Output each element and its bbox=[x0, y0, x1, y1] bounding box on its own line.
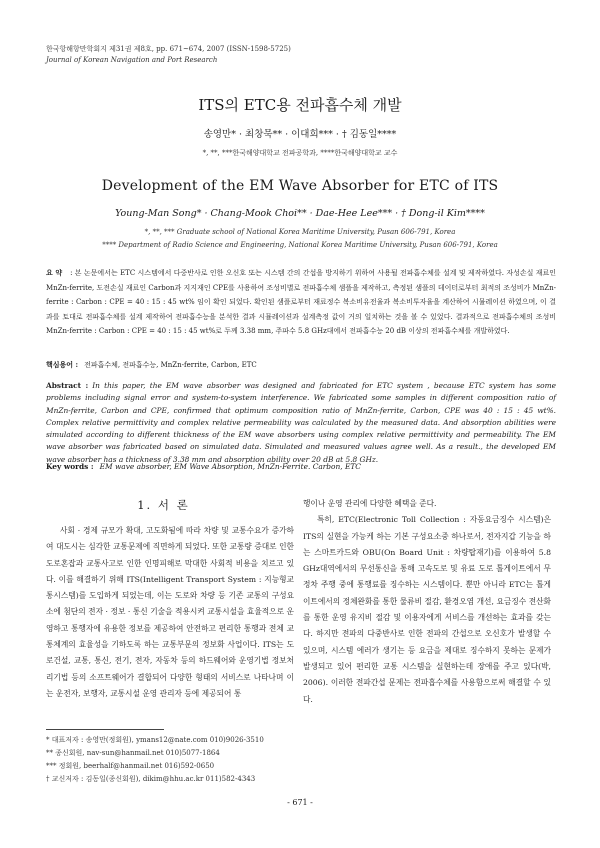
abstract-korean-label: 요 약 bbox=[46, 268, 63, 277]
abstract-korean-text: : 본 논문에서는 ETC 시스템에서 다중반사로 인한 오신호 또는 시스템 간의 간섭을 방지하기 위하여 사용될 전파흡수체를 설계 및 제작하였다. 자성손실 재료인 MnZn-ferrite, 도전손실 재료인 Carbon과 지지재인 CPE를 사용하여 조성비별로 전파흡수체 샘플을 제작하고, 측정된 샘플의 데이터로부터 최적의 조성비가 MnZn-ferrite : Carbon : CPE = 40 : 15 : 45 wt% 임이 확인 되었다. 확인된 샘플로부터 재료정수 복소비유전율과 복소비투자율을 계산하여 시뮬레이션 하였으며, 이 결과를 토대로 전파흡수체를 설계 제작하여 전파흡수능을 분석한 결과 시뮬레이션과 설계측정 값이 거의 일치하는 것을 볼 수 있었다. 결과적으로 전파흡수체의 조성비 MnZn-ferrite : Carbon : CPE = 40 : 15 : 45 wt%로 두께 3.38 mm, 주파수 5.8 GHz대에서 전파흡수능 20 dB 이상의 전파흡수체를 개발하였다. bbox=[46, 269, 556, 335]
body-paragraph: 특히, ETC(Electronic Toll Collection : 자동요금징수 시스템)은 ITS의 실현을 가능케 하는 기본 구성요소중 하나로서, 전자지갑 기능을 하는 스마트카드와 OBU(On Board Unit : 차량탑재기)를 이용하여 5.8 GHz대역에서의 무선통신을 통해 고속도로 및 유료 도로 톨게이트에서 무정차 주행 중에 통행료를 징수하는 시스템이다. 뿐만 아니라 ETC는 톨게이트에서의 정체완화를 통한 물류비 절감, 환경오염 개선, 요금징수 전산화를 통한 운영 유지비 절감 및 이용자에게 서비스를 개선하는 효과를 갖는다. 하지만 전파의 다중반사로 인한 전파의 간섭으로 오신호가 발생할 수 있으며, 시스템 에러가 생기는 등 요금을 제대로 징수하지 못하는 문제가 발생되고 있어 편리한 교통 시스템을 실현하는데 장애를 주고 있다(박, 2006). 이러한 전파간섭 문제는 전파흡수체를 사용함으로써 해결할 수 있다. bbox=[303, 515, 551, 704]
footnote-divider bbox=[46, 729, 164, 730]
keywords-korean-label: 핵심용어 : bbox=[46, 360, 79, 369]
journal-header bbox=[46, 44, 291, 66]
body-column-right bbox=[303, 496, 551, 708]
affiliation-english-line: *, **, *** Graduate school of National Korea Maritime University, Pusan 606-791, Korea bbox=[144, 228, 456, 236]
footnote: ** 종신회원, nav-sun@hanmail.net 010)5077-1864 bbox=[46, 749, 220, 757]
author-list-english: Young-Man Song* · Chang-Mook Choi** · Dae-Hee Lee*** · † Dong-il Kim**** bbox=[115, 208, 485, 219]
footnotes bbox=[46, 734, 264, 786]
body-paragraph: 행이나 운영 관리에 다양한 혜택을 준다. bbox=[303, 499, 437, 508]
paper-title-english: Development of the EM Wave Absorber for ETC of ITS bbox=[101, 178, 499, 194]
keywords-korean bbox=[46, 360, 556, 370]
affiliation-korean: *, **, ***한국해양대학교 전파공학과, ****한국해양대학교 교수 bbox=[202, 149, 398, 157]
abstract-english-label: Abstract : bbox=[46, 381, 89, 390]
abstract-english bbox=[46, 380, 556, 466]
footnote: † 교신저자 : 김동일(종신회원), dikim@hhu.ac.kr 011)582-4343 bbox=[46, 775, 256, 783]
keywords-english-text: EM wave absorber, EM Wave Absorption, MnZn-Ferrite. Carbon, ETC bbox=[99, 462, 361, 471]
author-list-korean: 송영만* · 최창묵** · 이대희*** · † 김동일**** bbox=[203, 129, 397, 140]
keywords-english-label: Key words : bbox=[46, 462, 94, 471]
journal-name-en: Journal of Korean Navigation and Port Research bbox=[46, 56, 218, 64]
abstract-english-text: In this paper, the EM wave absorber was designed and fabricated for ETC system , because ETC system has some problems including signal error and system-to-system interference. We fabricated some samples in different composition ratio of MnZn-ferrite, Carbon and CPE, confirmed that optimum composition ratio of MnZn-ferrite, Carbon, CPE was 40 : 15 : 45 wt%. Complex relative permittivity and complex relative permeability was calculated by the measured data. And absorption abilities were simulated according to different thickness of the EM wave absorbers using complex relative permittivity and permeability. The EM wave absorber was fabricated based on simulated data. Simulated and measured values agree well. As a result., the developed EM wave absorber has a thickness of 3.38 mm and absorption ability over 20 dB at 5.8 GHz. bbox=[46, 381, 556, 464]
affiliation-english bbox=[0, 226, 600, 252]
footnote: *** 정회원, beerhalf@hanmail.net 016)592-0650 bbox=[46, 762, 215, 770]
body-paragraph: 사회 · 경제 규모가 확대, 고도화됨에 따라 차량 및 교통수요가 증가하여 대도시는 심각한 교통문제에 직면하게 되었다. 또한 교통량 증대로 인한 도로혼잡과 교통사고로 인한 인명피해로 막대한 사회적 비용을 치르고 있다. 이를 해결하기 위해 ITS(Intelligent Transport System : 지능형교통시스템)를 도입하게 되었는데, 이는 도로와 차량 등 기존 교통의 구성요소에 첨단의 전자 · 정보 · 통신 기술을 적용시켜 교통시설을 효율적으로 운영하고 통행자에 유용한 정보를 제공하여 안전하고 편리한 통행과 전체 교통체계의 효율성을 기하도록 하는 교통부문의 정보화 사업이다. ITS는 도로건설, 교통, 통신, 전기, 전자, 자동차 등의 하드웨어와 운영기법 정보처리기법 등의 소프트웨어가 결합되어 다양한 형태의 서비스로 나타나며 이는 운전자, 보행자, 교통시설 운영 관리자 등에 제공되어 통 bbox=[46, 526, 294, 698]
keywords-english bbox=[46, 462, 556, 471]
body-column-left bbox=[46, 523, 294, 702]
paper-title-korean: ITS의 ETC용 전파흡수체 개발 bbox=[198, 96, 402, 114]
footnote: * 대표저자 : 송영만(정회원), ymans12@nate.com 010)9026-3510 bbox=[46, 736, 264, 744]
keywords-korean-text: 전파흡수체, 전파흡수능, MnZn-ferrite, Carbon, ETC bbox=[84, 361, 257, 369]
abstract-korean bbox=[46, 266, 556, 339]
affiliation-english-line: **** Department of Radio Science and Engineering, National Korea Maritime University, Pusan 606-791, Korea bbox=[102, 241, 498, 249]
section-heading-introduction: 1. 서 론 bbox=[137, 498, 190, 512]
page-number: - 671 - bbox=[287, 798, 313, 807]
journal-citation: 한국항해항만학회지 제31권 제8호, pp. 671~674, 2007 (ISSN-1598-5725) bbox=[46, 45, 291, 53]
